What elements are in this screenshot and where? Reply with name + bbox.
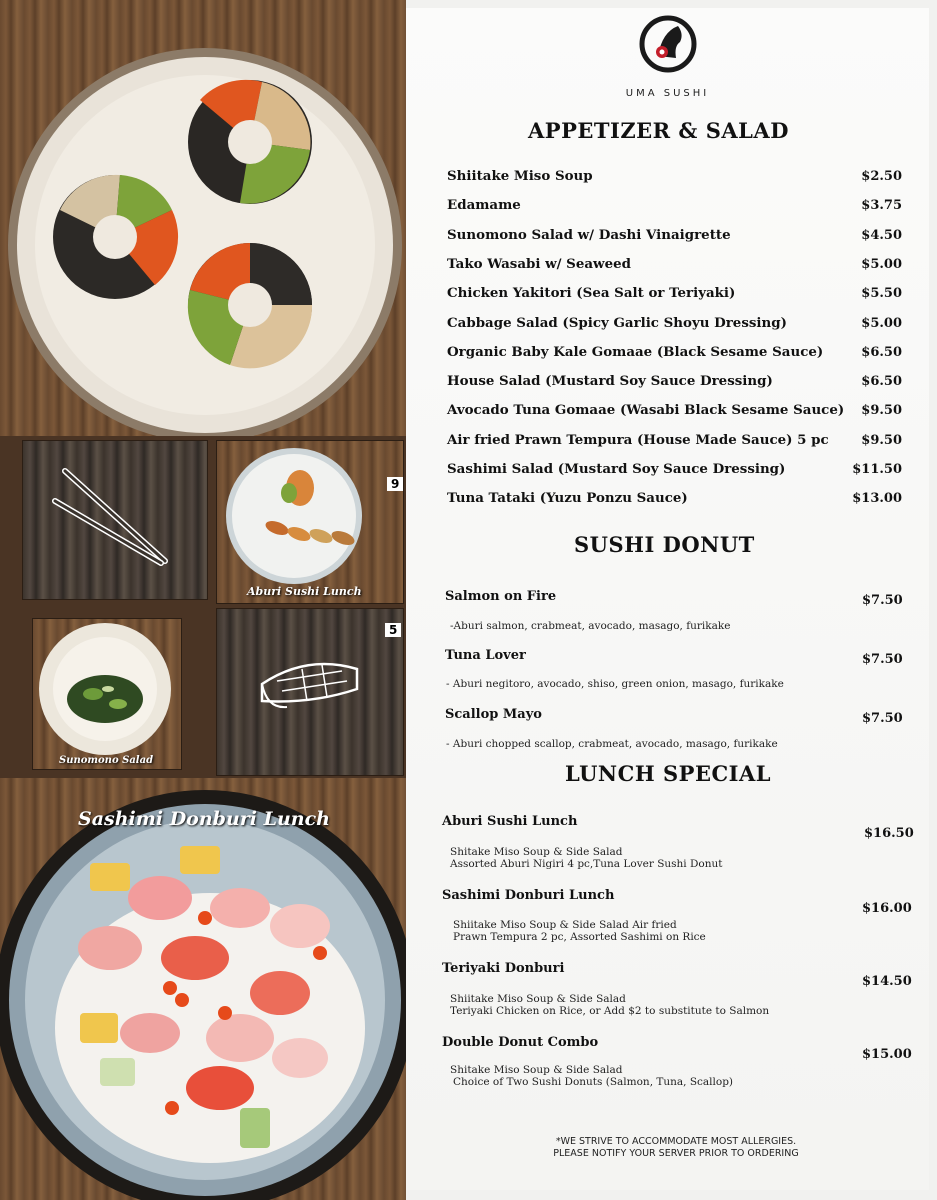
- donut-item-price: $7.50: [862, 652, 903, 667]
- donut-plate-photo: [0, 0, 406, 436]
- menu-item-price: $4.50: [861, 227, 902, 243]
- donut-item-name: Tuna Lover: [445, 648, 526, 663]
- menu-item-row: [447, 256, 902, 276]
- menu-panel: [406, 8, 929, 1190]
- appetizer-heading: APPETIZER & SALAD: [528, 118, 789, 143]
- menu-item-row: [447, 285, 902, 305]
- photo-column: [0, 0, 406, 1200]
- aburi-sushi-photo: [216, 440, 404, 604]
- allergy-footnote: [526, 1136, 826, 1160]
- lunch-item-desc: Prawn Tempura 2 pc, Assorted Sashimi on Rice: [453, 931, 706, 943]
- menu-item-row: [447, 344, 902, 364]
- donut-item-desc: - Aburi negitoro, avocado, shiso, green onion, masago, furikake: [446, 678, 784, 690]
- lunch-item-desc: Teriyaki Chicken on Rice, or Add $2 to substitute to Salmon: [450, 1005, 770, 1017]
- menu-item-price: $5.00: [861, 315, 902, 331]
- aburi-photo-label: Aburi Sushi Lunch: [247, 585, 362, 598]
- lunch-special-heading: LUNCH SPECIAL: [565, 761, 772, 786]
- photo-number-tag: 5: [385, 623, 401, 637]
- menu-item-price: $13.00: [852, 491, 902, 507]
- menu-item-row: [447, 490, 902, 510]
- chopsticks-photo: [22, 440, 208, 600]
- menu-item-row: [447, 402, 902, 422]
- lunch-item-name: Sashimi Donburi Lunch: [442, 888, 615, 903]
- donut-item-desc: -Aburi salmon, crabmeat, avocado, masago, furikake: [450, 620, 731, 632]
- donburi-photo: [0, 778, 406, 1200]
- allergy-footnote-line: *WE STRIVE TO ACCOMMODATE MOST ALLERGIES.: [555, 1136, 797, 1147]
- menu-item-name: Tako Wasabi w/ Seaweed: [447, 255, 631, 272]
- lunch-item-desc: Shiitake Miso Soup & Side Salad: [450, 993, 626, 1005]
- menu-item-row: [447, 227, 902, 247]
- menu-item-price: $5.50: [861, 286, 902, 302]
- menu-item-row: [447, 373, 902, 393]
- lunch-item-desc: Shiitake Miso Soup & Side Salad Air fried: [453, 919, 677, 931]
- nigiri-sketch-photo: [216, 608, 404, 776]
- menu-item-row: [447, 315, 902, 335]
- menu-item-price: $3.75: [861, 198, 902, 214]
- menu-item-row: [447, 197, 902, 217]
- donut-item-name: Salmon on Fire: [445, 589, 557, 604]
- donut-item-name: Scallop Mayo: [445, 707, 542, 722]
- menu-item-name: Avocado Tuna Gomaae (Wasabi Black Sesame Sauce): [447, 402, 845, 419]
- menu-item-price: $9.50: [861, 432, 902, 448]
- lunch-item-price: $16.00: [862, 901, 912, 916]
- sunomono-photo-label: Sunomono Salad: [59, 755, 154, 766]
- lunch-item-price: $16.50: [864, 826, 914, 841]
- menu-item-name: Tuna Tataki (Yuzu Ponzu Sauce): [447, 490, 688, 507]
- menu-item-row: [447, 168, 902, 188]
- brand-logo: [406, 12, 929, 80]
- menu-item-name: Sashimi Salad (Mustard Soy Sauce Dressing): [447, 461, 786, 477]
- menu-item-name: Shiitake Miso Soup: [447, 168, 593, 184]
- lunch-item-name: Aburi Sushi Lunch: [442, 814, 578, 829]
- menu-item-price: $6.50: [861, 374, 902, 390]
- sunomono-salad-photo: [32, 618, 182, 770]
- photo-number-tag: 9: [387, 477, 403, 491]
- donut-item-price: $7.50: [862, 593, 903, 608]
- donut-item-desc: - Aburi chopped scallop, crabmeat, avocado, masago, furikake: [446, 738, 778, 750]
- menu-item-name: Organic Baby Kale Gomaae (Black Sesame Sauce): [447, 343, 824, 360]
- menu-item-name: Edamame: [447, 197, 521, 214]
- menu-item-price: $11.50: [852, 462, 902, 477]
- menu-item-price: $6.50: [861, 344, 902, 360]
- lunch-item-desc: Choice of Two Sushi Donuts (Salmon, Tuna, Scallop): [453, 1076, 734, 1088]
- brand-name: UMA SUSHI: [625, 88, 710, 99]
- lunch-item-price: $15.00: [862, 1047, 912, 1062]
- lunch-item-desc: Shitake Miso Soup & Side Salad: [450, 846, 623, 858]
- lunch-item-name: Teriyaki Donburi: [442, 961, 565, 976]
- menu-item-name: Chicken Yakitori (Sea Salt or Teriyaki): [447, 285, 736, 302]
- menu-item-row: [447, 461, 902, 481]
- menu-item-name: Air fried Prawn Tempura (House Made Sauce) 5 pc: [447, 431, 829, 448]
- lunch-item-name: Double Donut Combo: [442, 1035, 599, 1050]
- menu-item-name: Sunomono Salad w/ Dashi Vinaigrette: [447, 226, 731, 243]
- menu-item-price: $2.50: [861, 169, 902, 184]
- donut-item-price: $7.50: [862, 711, 903, 726]
- lunch-item-desc: Shitake Miso Soup & Side Salad: [450, 1064, 623, 1076]
- allergy-footnote-line: PLEASE NOTIFY YOUR SERVER PRIOR TO ORDERING: [553, 1148, 799, 1159]
- sushi-donut-heading: SUSHI DONUT: [574, 532, 755, 557]
- menu-item-name: Cabbage Salad (Spicy Garlic Shoyu Dressing): [447, 314, 787, 331]
- menu-item-price: $9.50: [861, 403, 902, 419]
- menu-item-name: House Salad (Mustard Soy Sauce Dressing): [447, 373, 773, 390]
- donburi-photo-label: Sashimi Donburi Lunch: [78, 808, 330, 830]
- menu-item-price: $5.00: [861, 256, 902, 272]
- lunch-item-desc: Assorted Aburi Nigiri 4 pc,Tuna Lover Sushi Donut: [450, 858, 723, 870]
- horse-logo-icon: [636, 12, 700, 76]
- lunch-item-price: $14.50: [862, 974, 912, 989]
- menu-item-row: [447, 432, 902, 452]
